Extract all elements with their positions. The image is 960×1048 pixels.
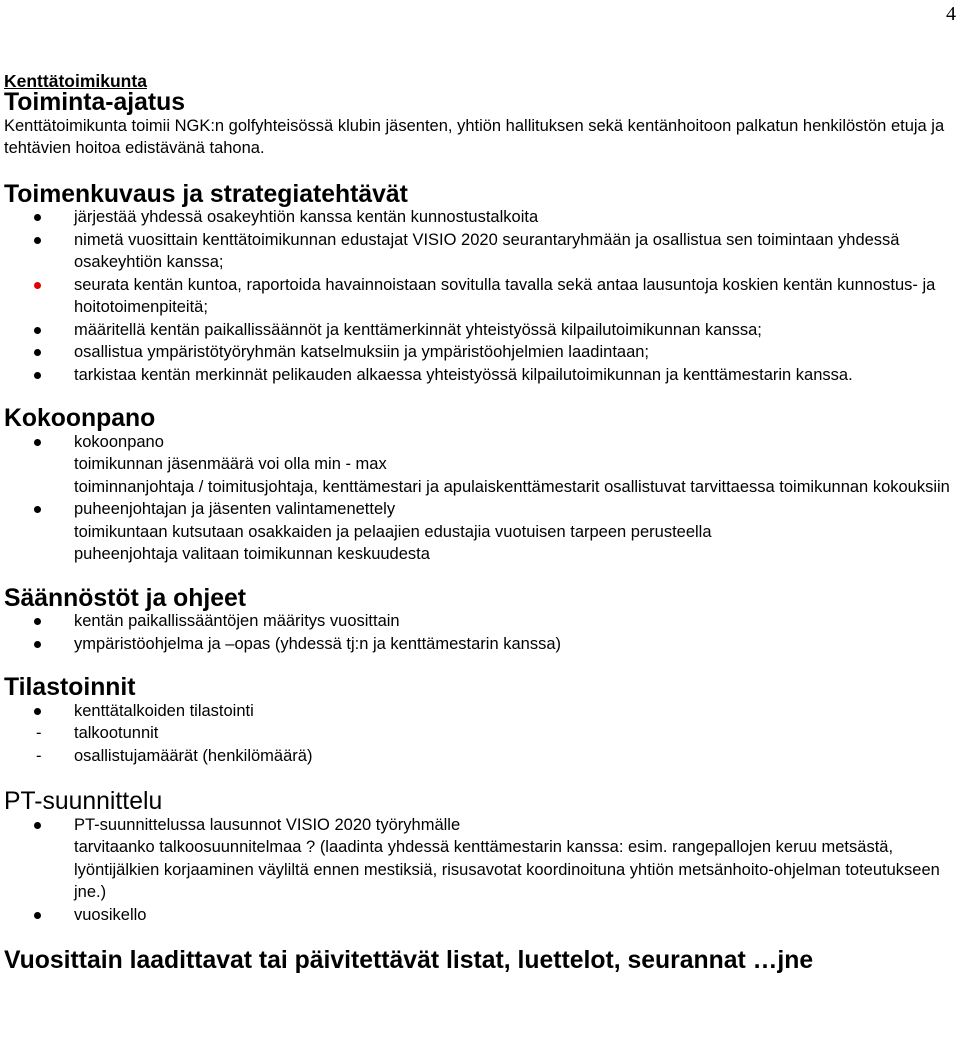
list-item-line: toimikunnan jäsenmäärä voi olla min - max [74,455,387,473]
kokoonpano-list [4,431,954,566]
list-item [4,364,954,387]
bullet-icon [34,618,41,625]
list-item [4,610,954,633]
list-item [4,633,954,656]
heading-pt-suunnittelu: PT-suunnittelu [4,788,163,815]
bullet-icon [34,912,41,919]
bullet-icon [34,237,41,244]
heading-vuosittain: Vuosittain laadittavat tai päivitettävät listat, luettelot, seurannat …jne [4,947,814,974]
dash-marker: - [36,724,42,742]
heading-saannostot: Säännöstöt ja ohjeet [4,584,247,612]
list-item [4,814,954,904]
page-number: 4 [946,3,956,25]
list-item [4,700,954,723]
list-item [4,274,954,319]
bullet-icon [34,439,41,446]
list-item [4,745,954,768]
list-item-text: tarkistaa kentän merkinnät pelikauden alkaessa yhteistyössä kilpailutoimikunnan ja kenttämestarin kanssa. [74,365,853,384]
list-item [4,229,954,274]
list-item-label: PT-suunnittelussa lausunnot VISIO 2020 työryhmälle [74,815,461,834]
list-item-text: järjestää yhdessä osakeyhtiön kanssa kentän kunnostustalkoita [74,208,539,226]
list-item-label: puheenjohtajan ja jäsenten valintamenettely [74,500,396,518]
heading-tilastoinnit: Tilastoinnit [4,674,136,701]
list-item [4,431,954,499]
list-item-text: määritellä kentän paikallissäännöt ja kenttämerkinnät yhteistyössä kilpailutoimikunnan kanssa; [74,320,762,339]
document-content [4,70,954,973]
bullet-icon [34,372,41,379]
heading-toiminta-ajatus: Toiminta-ajatus [4,89,186,116]
list-item [4,722,954,745]
heading-kokoonpano: Kokoonpano [4,405,156,432]
red-bullet-icon [34,282,41,289]
list-item-text: kentän paikallissääntöjen määritys vuosittain [74,612,400,630]
list-item-text: osallistua ympäristötyöryhmän katselmuksiin ja ympäristöohjelmien laadintaan; [74,343,650,361]
document-title: Kenttätoimikunta [4,71,147,91]
bullet-icon [34,822,41,829]
saannostot-list [4,610,954,655]
list-item [4,319,954,342]
list-item-text: osallistujamäärät (henkilömäärä) [74,746,313,765]
list-item [4,904,954,927]
list-item-text: vuosikello [74,905,147,924]
list-item-line: toiminnanjohtaja / toimitusjohtaja, kenttämestari ja apulaiskenttämestarit osallistuvat tarvittaessa toimikunnan kokouksiin [74,477,950,496]
list-item-text: ympäristöohjelma ja –opas (yhdessä tj:n ja kenttämestarin kanssa) [74,634,561,653]
list-item-text: kenttätalkoiden tilastointi [74,701,254,720]
toimenkuvaus-list [4,206,954,386]
list-item-text: talkootunnit [74,724,159,742]
list-item-line: tarvitaanko talkoosuunnitelmaa ? (laadinta yhdessä kenttämestarin kanssa: esim. rangepallojen keruu metsästä, lyöntijälkien korjaaminen väyliltä ennen mestiksiä, risusavotat koordinoituna yhtiön metsänhoito-ohjelman toteutukseen jne.) [74,838,940,901]
list-item-line: puheenjohtaja valitaan toimikunnan keskuudesta [74,545,430,563]
tilastoinnit-list [4,700,954,768]
list-item [4,206,954,229]
dash-marker: - [36,746,42,765]
pt-list [4,814,954,927]
list-item-label: kokoonpano [74,432,164,451]
bullet-icon [34,708,41,715]
list-item-line: toimikuntaan kutsutaan osakkaiden ja pelaajien edustajia vuotuisen tarpeen perusteella [74,522,712,541]
bullet-icon [34,214,41,221]
list-item [4,498,954,566]
list-item-text: seurata kentän kuntoa, raportoida havainnoistaan sovitulla tavalla sekä antaa lausuntoja koskien kentän kunnostus- ja hoitotoimenpiteitä; [74,275,936,316]
bullet-icon [34,641,41,648]
toiminta-ajatus-text: Kenttätoimikunta toimii NGK:n golfyhteisössä klubin jäsenten, yhtiön hallituksen sekä kentänhoitoon palkatun henkilöstön etuja ja tehtävien hoitoa edistävänä tahona. [4,116,945,157]
bullet-icon [34,506,41,513]
list-item-text: nimetä vuosittain kenttätoimikunnan edustajat VISIO 2020 seurantaryhmään ja osallistua sen toimintaan yhdessä osakeyhtiön kanssa; [74,230,900,271]
bullet-icon [34,349,41,356]
bullet-icon [34,327,41,334]
list-item [4,341,954,364]
heading-toimenkuvaus: Toimenkuvaus ja strategiatehtävät [4,180,408,208]
